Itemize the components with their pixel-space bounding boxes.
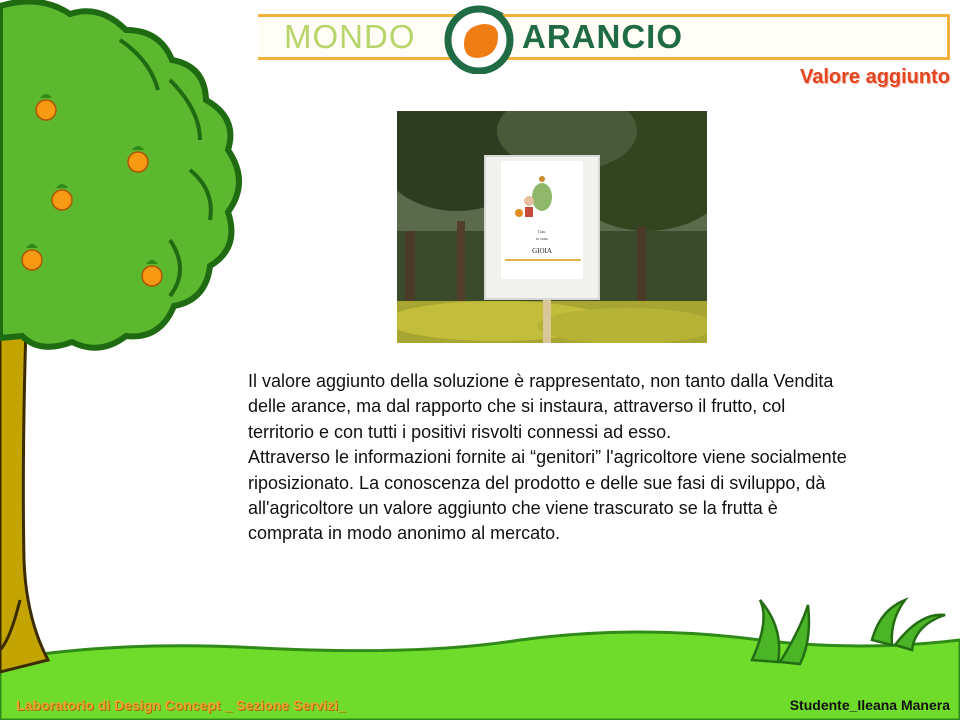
body-text bbox=[248, 369, 848, 547]
sign-line1: Ciao, bbox=[537, 229, 547, 234]
sign-name: GIOIA bbox=[532, 247, 552, 255]
slide-title: Valore aggiunto bbox=[799, 66, 950, 88]
paragraph-2: Attraverso le informazioni fornite ai “genitori” l'agricoltore viene socialmente riposizionato. La conoscenza del prodotto e delle sue fasi di sviluppo, dà all'agricoltore un valore aggiunto che viene trascurato se la frutta è comprata in modo anonimo al mercato. bbox=[248, 447, 847, 544]
sign-line2: io sono bbox=[536, 236, 548, 241]
logo-text-mondo: MONDO bbox=[284, 18, 416, 55]
orchard-sign-photo bbox=[397, 111, 707, 343]
footer-student: Studente_Ileana Manera bbox=[789, 697, 950, 713]
logo-text-arancio: ARANCIO bbox=[522, 18, 683, 55]
orange-logo-icon bbox=[442, 4, 516, 74]
footer-course: Laboratorio di Design Concept _ Sezione Servizi_ bbox=[16, 697, 346, 713]
tree-trunk bbox=[0, 326, 48, 672]
paragraph-1: Il valore aggiunto della soluzione è rappresentato, non tanto dalla Vendita delle arance, ma dal rapporto che si instaura, attraverso il frutto, col territorio e con tutti i positivi risvolti connessi ad esso. bbox=[248, 371, 834, 442]
tree-canopy bbox=[0, 2, 239, 348]
